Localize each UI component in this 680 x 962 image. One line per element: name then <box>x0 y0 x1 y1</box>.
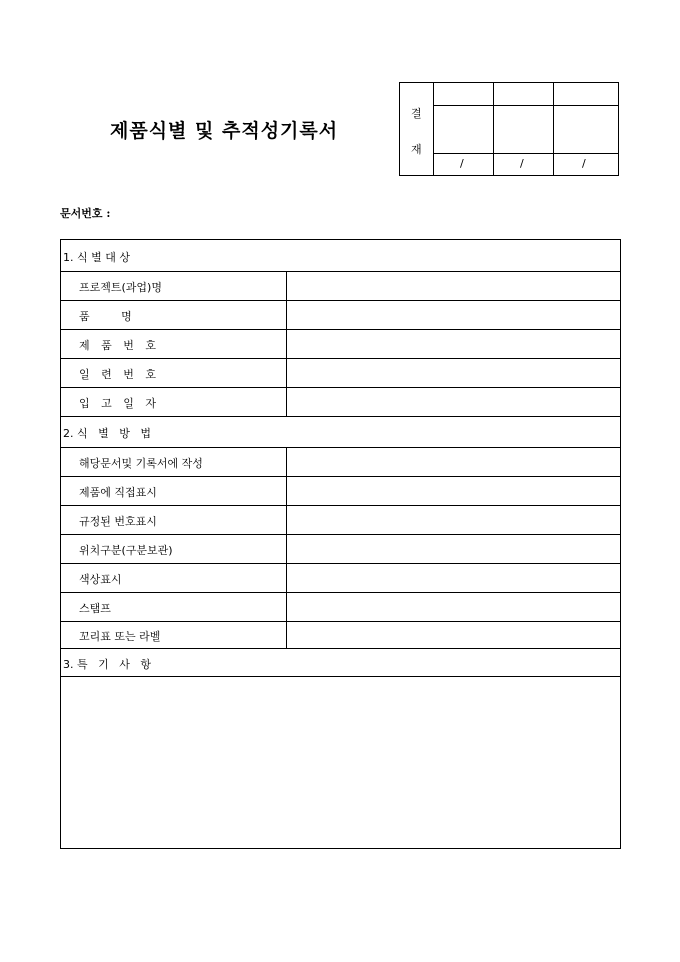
section-heading-2: 2. 식 별 방 법 <box>61 417 620 448</box>
approval-box <box>399 82 619 176</box>
row-label: 일 련 번 호 <box>79 368 160 381</box>
approval-label-column <box>400 83 434 175</box>
row-label: 해당문서및 기록서에 작성 <box>79 457 203 470</box>
form-row <box>61 359 620 388</box>
special-notes-area[interactable] <box>61 677 620 848</box>
row-label: 규정된 번호표시 <box>79 515 157 528</box>
section-heading-3: 3. 특 기 사 항 <box>61 649 620 677</box>
form-row <box>61 272 620 301</box>
document-title: 제품식별 및 추적성기록서 <box>110 120 339 142</box>
row-label: 제 품 번 호 <box>79 339 160 352</box>
row-label: 꼬리표 또는 라벨 <box>79 630 161 643</box>
row-label: 제품에 직접표시 <box>79 486 157 499</box>
row-label: 위치구분(구분보관) <box>79 544 173 557</box>
row-label: 입 고 일 자 <box>79 397 160 410</box>
approval-date-3: / <box>582 157 586 170</box>
row-label: 품 명 <box>79 310 132 323</box>
row-label: 스탬프 <box>79 602 111 615</box>
form-row <box>61 448 620 477</box>
form-row <box>61 622 620 649</box>
form-row <box>61 330 620 359</box>
row-label: 프로젝트(과업)명 <box>79 281 162 294</box>
approval-label-top: 결 <box>411 107 422 120</box>
identification-form <box>60 239 621 849</box>
section-heading-1: 1. 식 별 대 상 <box>61 240 620 272</box>
form-row <box>61 593 620 622</box>
form-row <box>61 301 620 330</box>
row-label: 색상표시 <box>79 573 122 586</box>
approval-date-2: / <box>520 157 524 170</box>
form-row <box>61 535 620 564</box>
form-row <box>61 388 620 417</box>
approval-label-bottom: 재 <box>411 143 422 156</box>
form-row <box>61 477 620 506</box>
document-number-label: 문서번호 : <box>60 207 111 220</box>
form-row <box>61 564 620 593</box>
form-row <box>61 506 620 535</box>
approval-date-1: / <box>460 157 464 170</box>
